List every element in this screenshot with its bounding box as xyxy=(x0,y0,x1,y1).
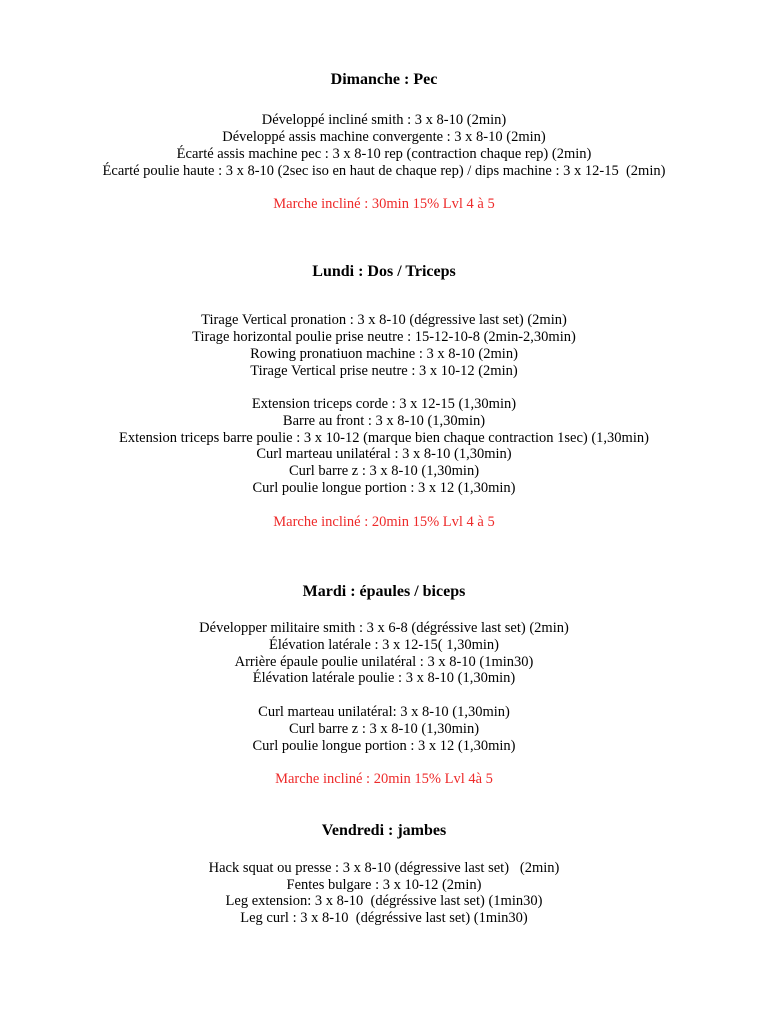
exercise-line: Hack squat ou presse : 3 x 8-10 (dégressive last set) (2min) xyxy=(208,860,560,876)
exercise-line: Rowing pronatiuon machine : 3 x 8-10 (2min) xyxy=(250,346,518,362)
exercise-line: Tirage horizontal poulie prise neutre : 15-12-10-8 (2min-2,30min) xyxy=(192,329,576,345)
exercise-line: Leg curl : 3 x 8-10 (dégréssive last set) (1min30) xyxy=(240,910,528,926)
exercise-line: Développé assis machine convergente : 3 x 8-10 (2min) xyxy=(222,129,546,145)
cardio-line-mardi: Marche incliné : 20min 15% Lvl 4à 5 xyxy=(275,771,493,787)
exercise-line: Élévation latérale : 3 x 12-15( 1,30min) xyxy=(269,637,499,653)
exercise-line: Développer militaire smith : 3 x 6-8 (dégréssive last set) (2min) xyxy=(199,620,569,636)
exercise-line: Tirage Vertical pronation : 3 x 8-10 (dégressive last set) (2min) xyxy=(201,312,567,328)
exercise-line: Curl barre z : 3 x 8-10 (1,30min) xyxy=(288,463,480,479)
section-heading-dimanche: Dimanche : Pec xyxy=(330,71,438,88)
section-heading-lundi: Lundi : Dos / Triceps xyxy=(312,263,456,280)
exercise-line: Leg extension: 3 x 8-10 (dégréssive last set) (1min30) xyxy=(225,893,543,909)
exercise-line: Écarté assis machine pec : 3 x 8-10 rep (contraction chaque rep) (2min) xyxy=(176,146,592,162)
exercise-line: Extension triceps corde : 3 x 12-15 (1,30min) xyxy=(251,396,517,412)
exercise-line: Curl barre z : 3 x 8-10 (1,30min) xyxy=(288,721,480,737)
exercise-line: Arrière épaule poulie unilatéral : 3 x 8-10 (1min30) xyxy=(234,654,534,670)
exercise-line: Développé incliné smith : 3 x 8-10 (2min) xyxy=(261,112,507,128)
exercise-line: Élévation latérale poulie : 3 x 8-10 (1,30min) xyxy=(252,670,516,686)
exercise-line: Fentes bulgare : 3 x 10-12 (2min) xyxy=(286,877,482,893)
exercise-line: Tirage Vertical prise neutre : 3 x 10-12 (2min) xyxy=(250,363,518,379)
section-heading-mardi: Mardi : épaules / biceps xyxy=(302,583,466,600)
cardio-line-dimanche: Marche incliné : 30min 15% Lvl 4 à 5 xyxy=(273,196,495,212)
exercise-line: Curl marteau unilatéral : 3 x 8-10 (1,30min) xyxy=(256,446,512,462)
exercise-line: Écarté poulie haute : 3 x 8-10 (2sec iso en haut de chaque rep) / dips machine : 3 x 12-15 (2min) xyxy=(102,163,666,179)
section-heading-vendredi: Vendredi : jambes xyxy=(321,822,447,839)
exercise-line: Curl poulie longue portion : 3 x 12 (1,30min) xyxy=(252,738,516,754)
exercise-line: Curl poulie longue portion : 3 x 12 (1,30min) xyxy=(252,480,516,496)
exercise-line: Barre au front : 3 x 8-10 (1,30min) xyxy=(282,413,486,429)
cardio-line-lundi: Marche incliné : 20min 15% Lvl 4 à 5 xyxy=(273,514,495,530)
exercise-line: Extension triceps barre poulie : 3 x 10-12 (marque bien chaque contraction 1sec) (1,30min) xyxy=(119,430,649,446)
exercise-line: Curl marteau unilatéral: 3 x 8-10 (1,30min) xyxy=(258,704,510,720)
